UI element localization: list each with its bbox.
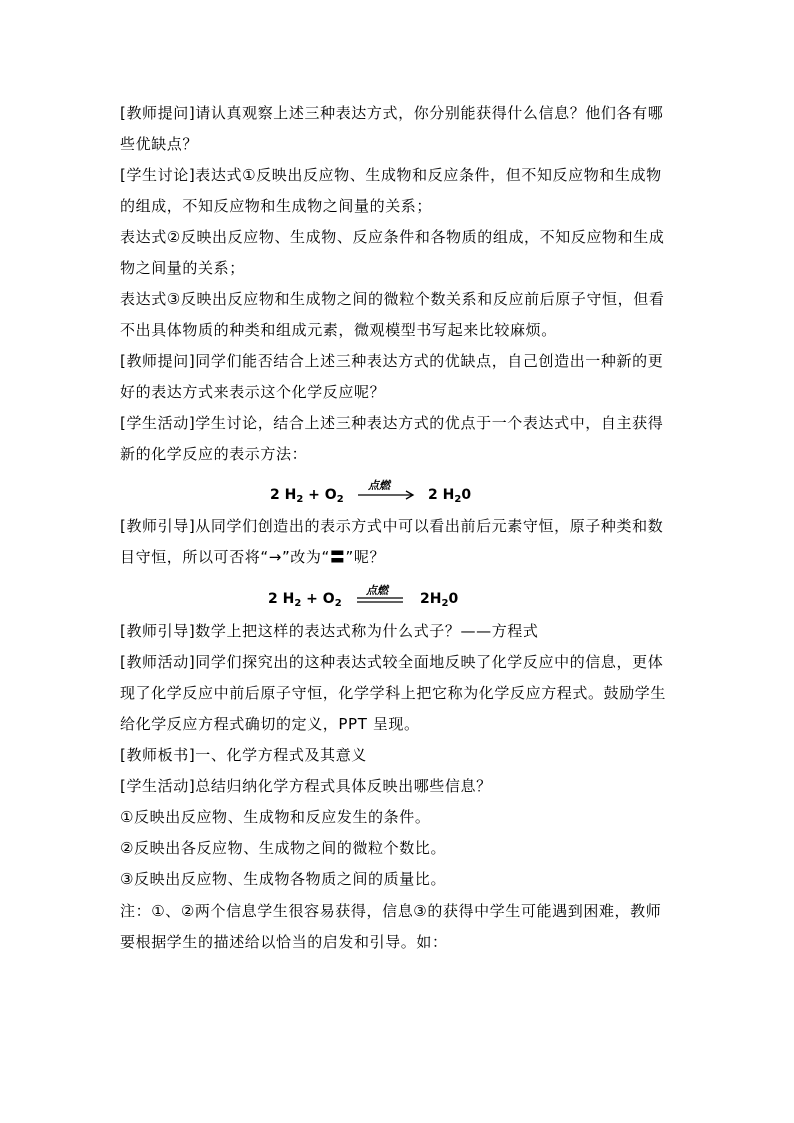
equation-1-product: [428, 486, 471, 509]
equation-2-condition: 点燃: [366, 584, 388, 597]
list-item-info-1: ①反映出反应物、生成物和反应发生的条件。: [120, 808, 431, 826]
eq2-h-term: 2 H: [268, 591, 295, 607]
list-item-info-3: ③反映出反应物、生成物各物质之间的质量比。: [120, 870, 447, 888]
eq1-product-tail: 0: [461, 487, 472, 503]
equals-sign-icon: [357, 597, 405, 605]
paragraph-teacher-guide-2: [教师引导]数学上把这样的表达式称为什么式子？——方程式: [120, 622, 539, 640]
eq2-product-tail: 0: [448, 591, 459, 607]
paragraph-expression-2-cont: 物之间量的关系；: [120, 259, 245, 277]
paragraph-teacher-activity-cont2: 给化学反应方程式确切的定义，PPT 呈现。: [120, 715, 420, 733]
paragraph-teacher-activity: [教师活动]同学们探究出的这种表达式较全面地反映了化学反应中的信息，更体: [120, 653, 664, 671]
eq1-o-subscript: 2: [336, 494, 344, 505]
paragraph-student-discussion: [学生讨论]表达式①反映出反应物、生成物和反应条件，但不知反应物和生成物: [120, 166, 662, 184]
paragraph-teacher-guide-1: [教师引导]从同学们创造出的表示方式中可以看出前后元素守恒，原子种类和数: [120, 517, 664, 535]
eq2-product-term: 2H: [420, 591, 442, 607]
list-item-info-2: ②反映出各反应物、生成物之间的微粒个数比。: [120, 839, 447, 857]
eq1-h-term: 2 H: [270, 487, 297, 503]
reaction-arrow-icon: [358, 490, 418, 500]
eq2-o-subscript: 2: [334, 598, 342, 609]
paragraph-note-cont: 要根据学生的描述给以恰当的启发和引导。如：: [120, 933, 448, 951]
paragraph-expression-2: 表达式②反映出反应物、生成物、反应条件和各物质的组成，不知反应物和生成: [120, 228, 665, 246]
eq1-product-term: 2 H: [428, 487, 455, 503]
eq1-o-term: + O: [303, 487, 337, 503]
paragraph-student-activity-2: [学生活动]总结归纳化学方程式具体反映出哪些信息？: [120, 777, 492, 795]
equation-2-product: [420, 590, 458, 613]
equation-1-condition: 点燃: [368, 479, 390, 492]
paragraph-student-activity-1: [学生活动]学生讨论，结合上述三种表达方式的优点于一个表达式中，自主获得: [120, 414, 664, 432]
eq2-h-subscript: 2: [294, 598, 302, 609]
paragraph-student-discussion-cont: 的组成，不知反应物和生成物之间量的关系；: [120, 197, 433, 215]
paragraph-teacher-question-2: [教师提问]同学们能否结合上述三种表达方式的优缺点，自己创造出一种新的更: [120, 352, 664, 370]
equation-1-reactants: [270, 486, 344, 509]
eq2-product-subscript: 2: [441, 598, 449, 609]
paragraph-note: 注：①、②两个信息学生很容易获得，信息③的获得中学生可能遇到困难，教师: [120, 902, 662, 920]
eq1-h-subscript: 2: [296, 494, 304, 505]
paragraph-teacher-guide-1-cont: 目守恒，所以可否将“→”改为“〓”呢？: [120, 548, 386, 566]
equation-2-reactants: [268, 590, 342, 613]
paragraph-student-activity-1-cont: 新的化学反应的表示方法：: [120, 445, 308, 463]
paragraph-teacher-board: [教师板书]一、化学方程式及其意义: [120, 746, 367, 764]
paragraph-expression-3-cont: 不出具体物质的种类和组成元素，微观模型书写起来比较麻烦。: [120, 321, 557, 339]
paragraph-expression-3: 表达式③反映出反应物和生成物之间的微粒个数关系和反应前后原子守恒，但看: [120, 290, 665, 308]
paragraph-teacher-question-1: [教师提问]请认真观察上述三种表达方式，你分别能获得什么信息？他们各有哪: [120, 104, 664, 122]
paragraph-teacher-question-2-cont: 好的表达方式来表示这个化学反应呢？: [120, 383, 386, 401]
paragraph-teacher-question-1-cont: 些优缺点？: [120, 135, 199, 153]
paragraph-teacher-activity-cont1: 现了化学反应中前后原子守恒，化学学科上把它称为化学反应方程式。鼓励学生: [120, 684, 667, 702]
eq1-product-subscript: 2: [454, 494, 462, 505]
eq2-o-term: + O: [301, 591, 335, 607]
